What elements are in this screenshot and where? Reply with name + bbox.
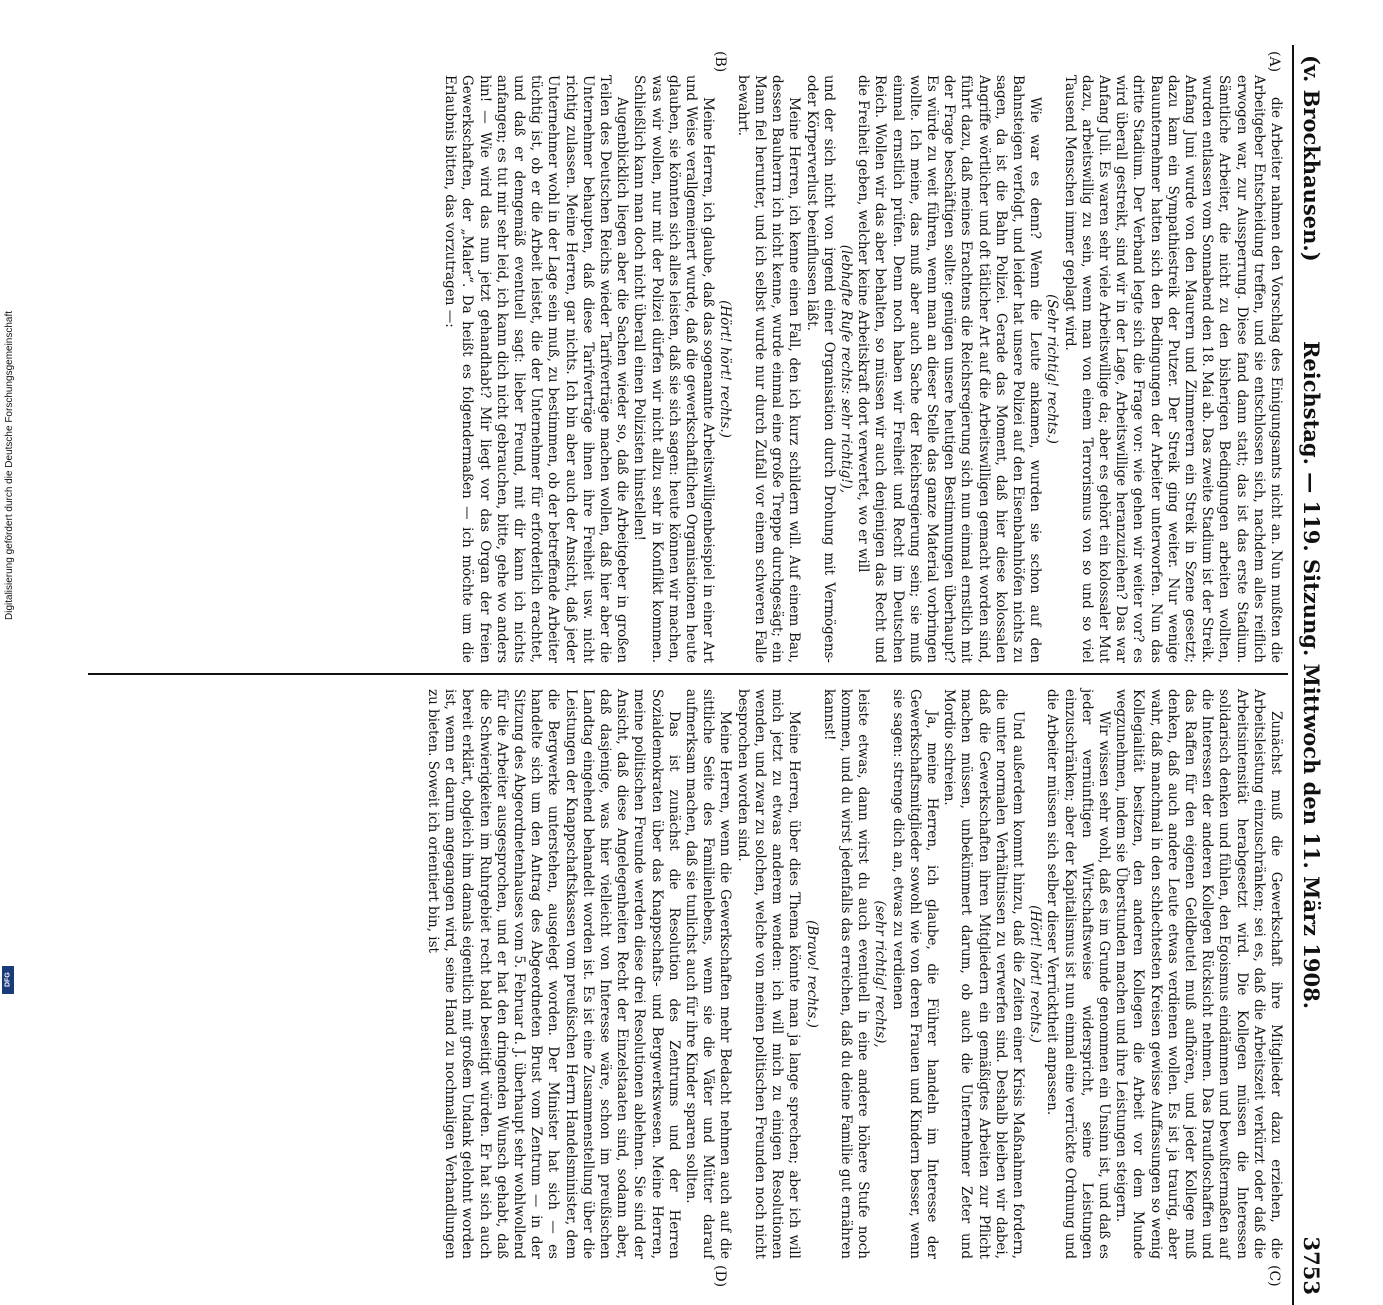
paragraph: Meine Herren, wenn die Gewerkschaften mehr Bedacht nehmen auch auf die sittliche Seite des Familienlebens, wenn sie die Väter und Mütter darauf aufmerksam machen, daß sie tunlichst auch für ihre Kinder sparen sollten. (683, 689, 734, 1259)
dfg-logo: DFG (2, 966, 14, 994)
paragraph: Wir wissen sehr wohl, daß es im Grunde genommen ein Unsinn ist, und daß es jeder vernünftigen Wirtschaftsweise widerspricht, seine Leistungen einzuschränken; aber der Kapitalismus ist nun einmal eine verrückte Ordnung und die Arbeiter müssen sich selber dieser Verrücktheit anpassen. (1044, 689, 1112, 1259)
margin-marker-c: (C) (1266, 1265, 1282, 1287)
interjection: (lebhafte Rufe rechts: sehr richtig!), (837, 244, 854, 494)
interjection: (sehr richtig! rechts), (872, 900, 889, 1048)
rotated-page (78, 45, 1328, 1305)
paragraph: Wie war es denn? Wenn die Leute ankamen, wurden sie schon auf den Bahnsteigen verfolgt, und leider hat unsere Polizei auf den Eisenbahnhöfen nichts zu sagen, da ist die Bahn Polizei. Gerade das Moment, daß hier diese kolossalen Angriffe wörtlicher und oft tätlicher Art auf die Arbeitswilligen gemacht worden sind, führt dazu, daß meines Erachtens die Reichsregierung sich nun einmal ernstlich mit der Frage beschäftigen sollte: genügen unsere heutigen Bestimmungen überhaupt? Es würde zu weit führen, wenn man an dieser Stelle das ganze Material vorbringen wollte. Ich meine, das muß aber auch Sache der Reichsregierung sein; sie muß einmal ernstlich prüfen. Denn noch haben wir Freiheit und Recht im Deutschen Reich. Wollen wir das aber behalten, so müssen wir auch denjenigen das Recht und die Freiheit geben, welcher keine Arbeitskraft dort verwertet, wo er will (855, 75, 1044, 663)
margin-marker-b: (B) (712, 51, 728, 73)
interjection: (Sehr richtig! rechts.) (1044, 294, 1061, 444)
page-number: 3753 (1299, 1236, 1324, 1295)
margin-marker-d: (D) (712, 1265, 728, 1288)
header-rule (1292, 45, 1294, 1305)
paragraph: Meine Herren, ich glaube, daß das sogenannte Arbeitswilligenbeispiel in einer Art und Weise verallgemeinert wurde, daß die gewerkschaftlichen Organisationen heute glauben, sie könnten sich alles leisten, daß sie sich sagen: heute können wir machen, was wir wollen, nur mit der Polizei dürfen wir nicht allzu sehr in Konflikt kommen. Schließlich kann man doch nicht überall einen Polizisten hinstellen! (631, 75, 717, 664)
paragraph: Augenblicklich liegen aber die Sachen wieder so, daß die Arbeitgeber in großen Teilen des Deutschen Reichs wieder Tarifverträge machen wollen, daß hier aber die Unternehmer behaupten, daß diese Tarifverträge ihnen ihre Freiheit usw. nicht richtig zulassen. Meine Herren, gar nichts. Ich bin aber auch der Ansicht, daß jeder Unternehmer wohl in der Lage sein muß, zu bestimmen, ob der betreffende Arbeiter tüchtig ist, ob er die Arbeit leistet, die der Unternehmer für erforderlich erachtet, und daß er demgemäß eventuell sagt: lieber Freund, mit dir kann ich nichts anfangen; es tut mir sehr leid, ich kann dich nicht gebrauchen, bitte, gehe wo anders hin! — Wie wird das nun jetzt gehandhabt? Mir liegt vor das Organ der freien Gewerkschaften, der „Maler“. Da heißt es folgendermaßen — ich möchte um die Erlaubnis bitten, das vorzutragen —: (442, 75, 631, 663)
left-column (441, 75, 1284, 663)
paragraph: Und außerdem kommt hinzu, daß die Zeiten einer Krisis Maßnahmen fordern, die unter normalen Verhältnissen zu verwerfen sind. Deshalb bleiben wir dabei, daß die Gewerkschaften ihren Mitgliedern ein gemäßigtes Arbeiten zur Pflicht machen müssen, unbekümmert darum, ob auch die Unternehmer Zeter und Mordio schreien. (941, 689, 1026, 1259)
interjection: (Hört! hört! rechts.) (1027, 905, 1044, 1043)
right-column (424, 689, 1284, 1259)
interjection: (Bravo! rechts.) (803, 920, 820, 1028)
paragraph: Zunächst muß die Gewerkschaft ihre Mitglieder dazu erziehen, die Arbeitsleistung einzuschränken; sei es, daß die Arbeitszeit verkürzt oder daß die Arbeitsintensität herabgesetzt wird. Die Kollegen müssen die Interessen solidarisch denken und fühlen, den Egoismus eindämmen und bewußtermaßen auf die Interessen der anderen Kollegen Rücksicht nehmen. Das Draufloschaffen und das Raffen für den eigenen Geldbeutel muß aufhören, und jeder Kollege muß denken, daß auch andere Leute etwas verdienen wollen. Es ist ja traurig, aber wahr, daß manchmal in den schlechtesten Kreisen gewisse Auffassungen so wenig Kollegialität besitzen, den anderen Kollegen die Arbeit vor dem Munde wegzunehmen, indem sie Überstunden machen und ihre Leistungen steigern. (1113, 689, 1284, 1259)
funding-note: Digitalisierung gefördert durch die Deutsche Forschungsgemeinschaft (4, 310, 15, 620)
paragraph: Ja, meine Herren, ich glaube, die Führer handeln im Interesse der Gewerkschaftsmitglieder sowohl wie von deren Frauen und Kindern besser, wenn sie sagen: strenge dich an, etwas zu verdienen (889, 689, 940, 1259)
interjection: (Hört! hört! rechts.) (717, 300, 734, 438)
paragraph: leiste etwas, dann wirst du auch eventuell in eine andere höhere Stufe noch kommen, und du wirst jedenfalls das erreichen, daß du deine Familie gut ernähren kannst! (820, 689, 872, 1259)
column-divider (88, 673, 1288, 675)
paragraph: Meine Herren, über dies Thema könnte man ja lange sprechen; aber ich will mich jetzt zu etwas anderem wenden: ich will mich zu einigen Resolutionen wenden, und zwar zu solchen, welche von meinen politischen Freunden noch nicht besprochen worden sind. (734, 689, 803, 1259)
header-title: Reichstag. — 119. Sitzung. Mittwoch den 11. März 1908. (1299, 340, 1324, 1010)
margin-marker-a: (A) (1266, 51, 1282, 73)
paragraph: Das ist zunächst die Resolution des Zentrums und der Herren Sozialdemokraten über das Knappschafts- und Bergwerkswesen. Meine Herren, meine politischen Freunde werden diese drei Resolutionen ablehnen. Sie sind der Ansicht, daß diese Angelegenheiten Recht der Einzelstaaten sind, sodann aber, daß dasjenige, was hier vielleicht von Interesse wäre, schon im preußischen Landtag eingehend behandelt worden ist. Es ist eine Zusammenstellung über die Leistungen der Knappschaftskassen vom preußischen Herrn Handelsminister, dem die Bergwerke unterstehen, ausgelegt worden. Der Minister hat sich — es handelte sich um den Antrag des Abgeordneten Brust vom Zentrum — in der Sitzung des Abgeordnetenhauses vom 5. Februar d. J. überhaupt sehr wohlwollend für die Arbeiter ausgesprochen, und er hat den dringenden Wunsch gehabt, daß die Schwierigkeiten im Ruhrgebiet recht bald beseitigt würden. Er hat sich auch bereit erklärt, obgleich ihm damals eigentlich mit großem Undank gelohnt worden ist, wenn er darum angegangen wird, seine Hand zu nochmaligen Verhandlungen zu bieten. Soweit ich orientiert bin, ist (425, 689, 682, 1259)
paragraph: Meine Herren, ich kenne einen Fall, den ich kurz schildern will. Auf einem Bau, dessen Bauherrn ich nicht kenne, wurde einmal eine große Treppe durchgesägt; ein Mann fiel herunter, und ich selbst wurde nur durch Zufall vor einem schweren Falle bewahrt. (734, 75, 803, 663)
paragraph: die Arbeiter nahmen den Vorschlag des Einigungsamts nicht an. Nun mußten die Arbeitgeber Entscheidung treffen, und sie entschlossen sich, nachdem alles reiflich erwogen war, zur Aussperrung. Diese fand dann statt; das ist das erste Stadium. Sämtliche Arbeiter, die nicht zu den bisherigen Bedingungen arbeiten wollten, wurden entlassen vom Sonnabend den 18. Mai ab. Das zweite Stadium ist der Streik. Anfang Juni wurde von den Maurern und Zimmerern ein Streik in Szene gesetzt; dazu kam ein Sympathiestreik der Putzer. Der Streik ging weiter. Nur wenige Bauunternehmer hatten sich den Bedingungen der Arbeiter unterworfen. Nun das dritte Stadium. Der Verband legte sich die Frage vor: wie gehen wir weiter vor? es wird überall gestreikt, sind wir in der Lage, Arbeitswillige heranzuziehen? Das war Anfang Juli. Es waren sehr viele Arbeitswillige da; aber es gehört ein kolossaler Mut dazu, arbeitswillig zu sein, wenn man von einem Terrorismus von so und so viel Tausend Menschen immer geplagt wird. (1061, 75, 1284, 663)
header-speaker: (v. Brockhausen.) (1299, 55, 1324, 262)
running-header (1294, 45, 1328, 1305)
paragraph: und der sich nicht von irgend einer Organisation durch Drohung mit Vermögens- oder Körperverlust beeinflussen läßt. (803, 75, 837, 663)
